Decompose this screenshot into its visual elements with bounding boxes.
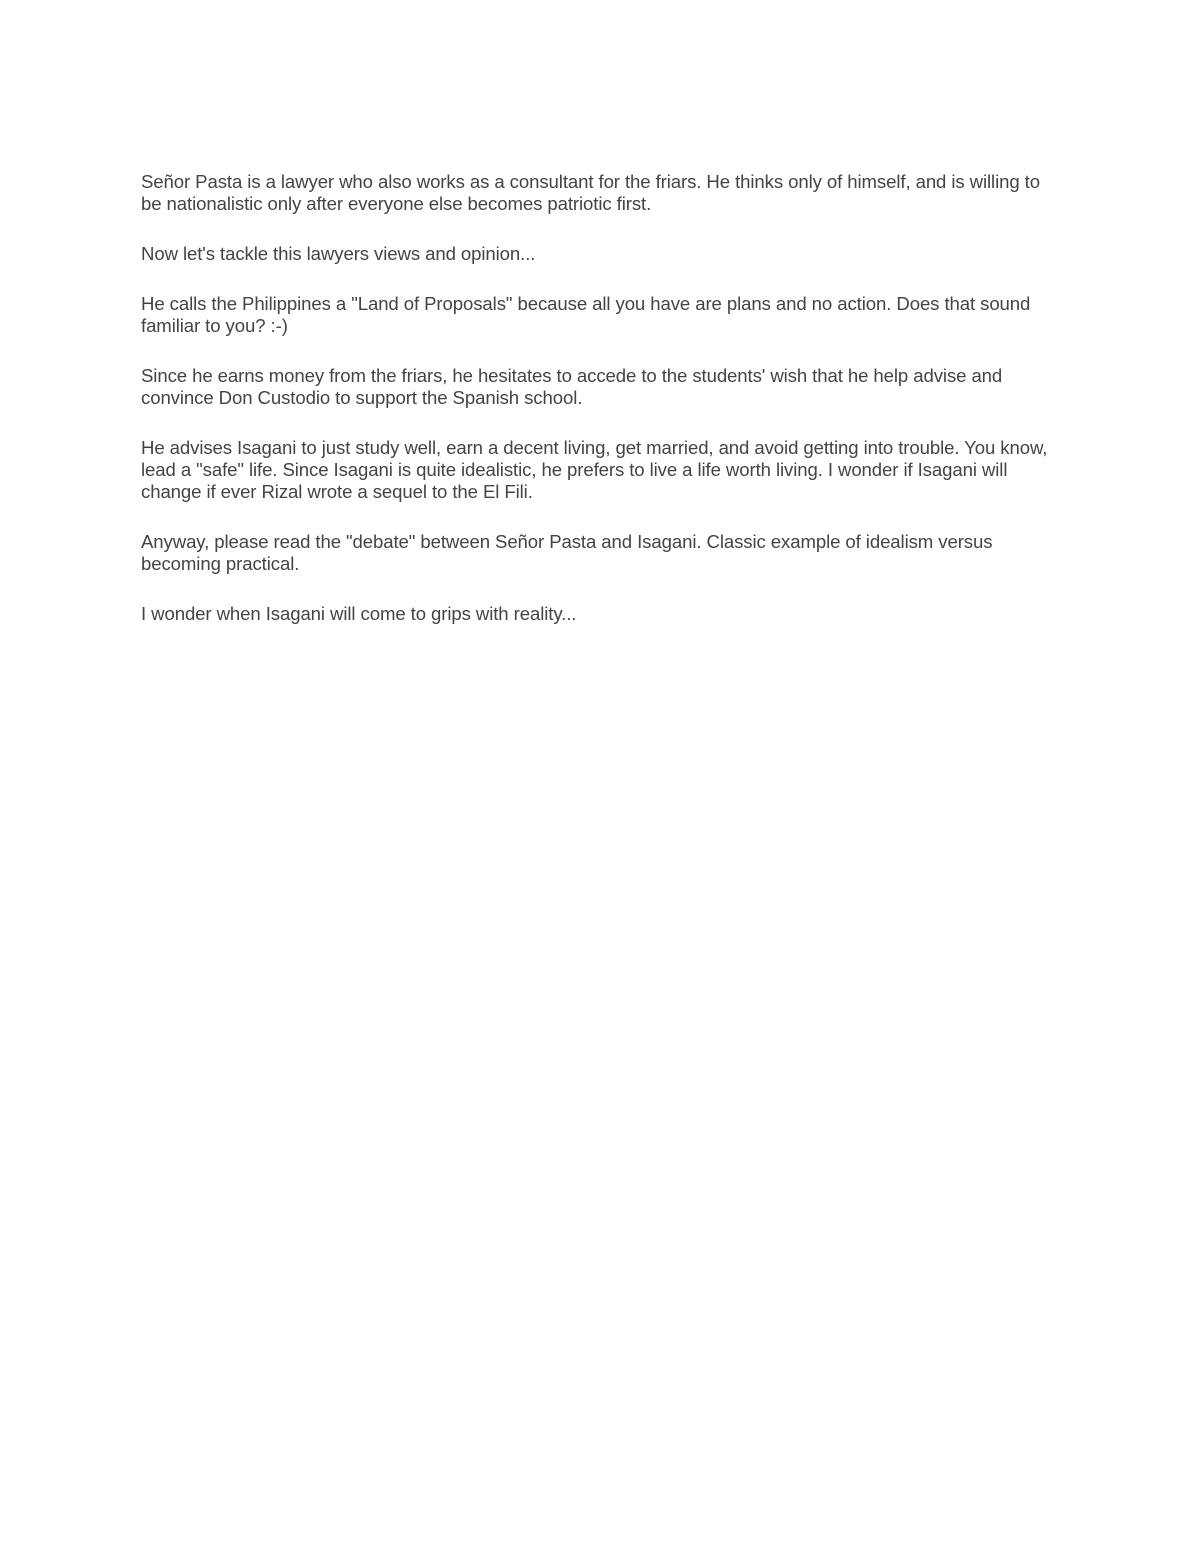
- paragraph-land-of-proposals: He calls the Philippines a "Land of Proposals" because all you have are plans and no action. Does that sound familiar to you? :-): [141, 293, 1031, 336]
- paragraph-advice: He advises Isagani to just study well, earn a decent living, get married, and avoid getting into trouble. You know, lead a "safe" life. Since Isagani is quite idealistic, he prefers to live a life worth living. I wonder if Isagani will change if ever Rizal wrote a sequel to the El Fili.: [141, 437, 1048, 502]
- paragraph-reality: I wonder when Isagani will come to grips with reality...: [141, 603, 577, 624]
- paragraph-debate: Anyway, please read the "debate" between Señor Pasta and Isagani. Classic example of idealism versus becoming practical.: [141, 531, 993, 574]
- paragraph-friars-money: Since he earns money from the friars, he hesitates to accede to the students' wish that he help advise and convince Don Custodio to support the Spanish school.: [141, 365, 1003, 408]
- document-body: [141, 171, 1061, 653]
- paragraph-views: Now let's tackle this lawyers views and opinion...: [141, 243, 536, 264]
- paragraph-intro: Señor Pasta is a lawyer who also works as a consultant for the friars. He thinks only of himself, and is willing to be nationalistic only after everyone else becomes patriotic first.: [141, 171, 1040, 214]
